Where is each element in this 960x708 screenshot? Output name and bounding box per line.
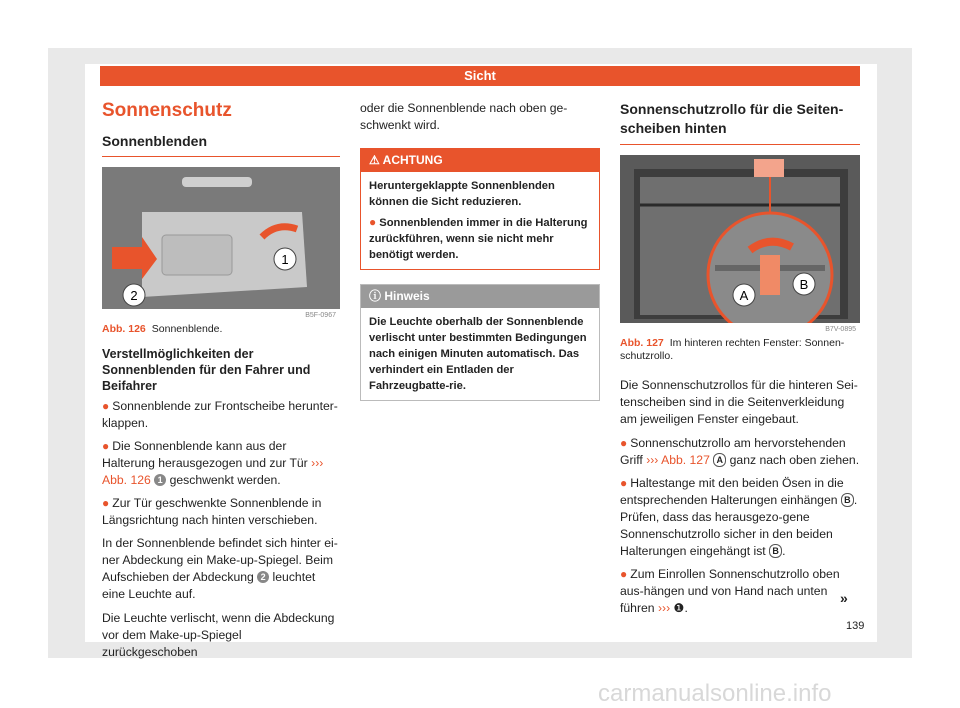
list-item: ● Die Sonnenblende kann aus der Halterung herausgezogen und zur Tür ››› Abb. 126 1 geschwenkt werden. bbox=[102, 439, 324, 487]
callout-1: 1 bbox=[281, 252, 289, 267]
figure-roller-blind bbox=[620, 155, 860, 333]
paragraph: Die Leuchte verlischt, wenn die Abdeckung vor dem Make-up-Spiegel zurückgeschoben bbox=[102, 611, 335, 659]
figure-caption: Abb. 126 Sonnenblende. bbox=[102, 323, 223, 335]
column-2 bbox=[360, 100, 600, 401]
figure-link[interactable]: ››› Abb. 126 bbox=[102, 456, 324, 487]
roller-blind-illustration bbox=[620, 155, 860, 333]
label-b: B bbox=[799, 277, 809, 292]
column-3 bbox=[620, 96, 860, 623]
subheading-roller-blind: Sonnenschutzrollo für die Seiten-scheiben hinten bbox=[620, 100, 860, 145]
warning-link[interactable]: ››› bbox=[657, 601, 671, 615]
paragraph: oder die Sonnenblende nach oben ge-schwenkt wird. bbox=[360, 101, 568, 132]
warning-icon: ❶ bbox=[673, 601, 685, 615]
warning-icon: ⚠ bbox=[369, 153, 383, 167]
list-item: ● Zum Einrollen Sonnenschutzrollo oben aus-hängen und von Hand nach unten führen ››› ❶. bbox=[620, 567, 840, 615]
section-title: Verstellmöglichkeiten der Sonnenblenden für den Fahrer und Beifahrer bbox=[102, 347, 311, 393]
subheading-sun-visors: Sonnenblenden bbox=[102, 133, 340, 157]
figure-link[interactable]: ››› Abb. 127 bbox=[646, 453, 710, 467]
watermark: carmanualsonline.info bbox=[598, 680, 832, 707]
figure-code: B7V-0895 bbox=[825, 326, 856, 333]
figure-caption: Abb. 127 Im hinteren rechten Fenster: Sonnen-schutzrollo. bbox=[620, 337, 845, 362]
label-a: A bbox=[739, 288, 749, 303]
column-1 bbox=[102, 96, 340, 668]
hint-box: ⓘ Hinweis Die Leuchte oberhalb der Sonnenblende verlischt unter bestimmten Bedingungen nach einigen Minuten automatisch. Das verhindert ein Entladen der Fahrzeugbatte-rie. bbox=[360, 284, 600, 401]
continue-mark: » bbox=[840, 590, 848, 606]
info-icon: ⓘ bbox=[369, 289, 385, 303]
list-item: ● Sonnenblende zur Frontscheibe herunter-klappen. bbox=[102, 399, 338, 430]
callout-2: 2 bbox=[130, 288, 138, 303]
section-heading: Sonnenschutz bbox=[102, 100, 232, 121]
list-item: ● Sonnenschutzrollo am hervorstehenden Griff ››› Abb. 127 A ganz nach oben ziehen. bbox=[620, 436, 860, 467]
figure-sun-visor bbox=[102, 167, 340, 319]
list-item: ● Zur Tür geschwenkte Sonnenblende in Längsrichtung nach hinten verschieben. bbox=[102, 496, 322, 527]
page-number: 139 bbox=[846, 620, 865, 632]
sun-visor-illustration bbox=[102, 167, 340, 319]
paragraph: Die Sonnenschutzrollos für die hinteren Sei-tenscheiben sind in die Seitenverkleidung am jeweiligen Fenster eingebaut. bbox=[620, 378, 858, 426]
chapter-header: Sicht bbox=[100, 66, 860, 86]
figure-code: B5F-0967 bbox=[305, 312, 336, 319]
paragraph: In der Sonnenblende befindet sich hinter ei-ner Abdeckung ein Make-up-Spiegel. Beim Aufschieben der Abdeckung 2 leuchtet eine Leuchte auf. bbox=[102, 536, 338, 601]
warning-box: ⚠ ACHTUNG Heruntergeklappte Sonnenblenden können die Sicht reduzieren. ● Sonnenblenden immer in die Halterung zurückführen, wenn sie nicht mehr benötigt werden. bbox=[360, 148, 600, 270]
list-item: ● Haltestange mit den beiden Ösen in die entsprechenden Halterungen einhängen B . Prüfen, dass das herausgezo-gene Sonnenschutzrollo sicher in den beiden Halterungen eingehängt ist B . bbox=[620, 476, 858, 558]
